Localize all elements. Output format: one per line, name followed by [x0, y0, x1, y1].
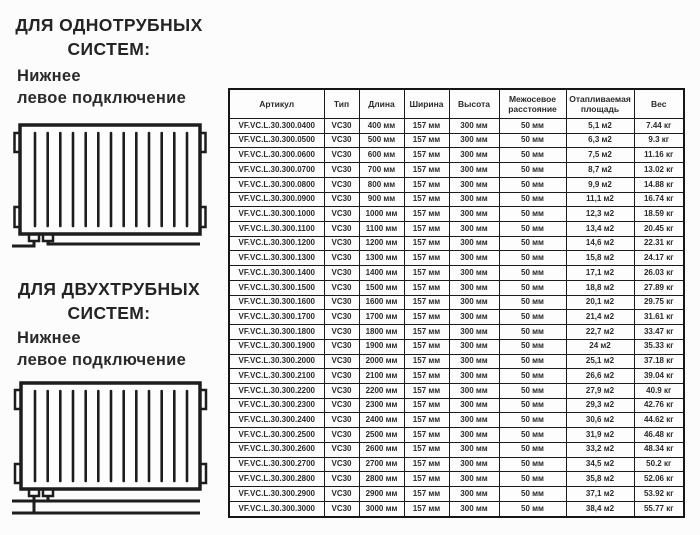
table-cell: 2800 мм: [359, 472, 404, 487]
table-row: [229, 310, 684, 325]
table-cell: 157 мм: [404, 442, 449, 457]
table-cell: 34,5 м2: [566, 457, 634, 472]
table-cell: 22,7 м2: [566, 325, 634, 340]
subtitle-line2: левое подключение: [17, 88, 187, 107]
table-cell: VC30: [324, 192, 359, 207]
table-cell: 157 мм: [404, 383, 449, 398]
table-cell: 15,8 м2: [566, 251, 634, 266]
table-cell: 50 мм: [499, 457, 566, 472]
table-cell: VF.VC.L.30.300.2200: [229, 383, 324, 398]
table-cell: 50 мм: [499, 236, 566, 251]
table-cell: VF.VC.L.30.300.0400: [229, 119, 324, 134]
table-cell: VC30: [324, 339, 359, 354]
table-cell: 2200 мм: [359, 383, 404, 398]
table-row: [229, 354, 684, 369]
table-cell: 157 мм: [404, 369, 449, 384]
table-cell: 400 мм: [359, 119, 404, 134]
table-cell: 52.06 кг: [634, 472, 684, 487]
table-cell: VF.VC.L.30.300.0500: [229, 133, 324, 148]
table-cell: VC30: [324, 369, 359, 384]
table-cell: 157 мм: [404, 457, 449, 472]
table-cell: 300 мм: [449, 501, 499, 517]
table-row: [229, 325, 684, 340]
table-cell: 300 мм: [449, 442, 499, 457]
table-cell: 50 мм: [499, 222, 566, 237]
table-cell: 300 мм: [449, 354, 499, 369]
table-cell: 157 мм: [404, 207, 449, 222]
table-cell: VC30: [324, 398, 359, 413]
table-cell: 25,1 м2: [566, 354, 634, 369]
spec-table: [228, 88, 685, 518]
column-header: Длина: [359, 89, 404, 119]
table-cell: 5,1 м2: [566, 119, 634, 134]
table-cell: VC30: [324, 177, 359, 192]
table-row: [229, 280, 684, 295]
table-cell: 1700 мм: [359, 310, 404, 325]
table-cell: 2900 мм: [359, 486, 404, 501]
table-cell: VF.VC.L.30.300.0800: [229, 177, 324, 192]
table-row: [229, 148, 684, 163]
table-cell: VF.VC.L.30.300.1600: [229, 295, 324, 310]
table-cell: 300 мм: [449, 428, 499, 443]
column-header: Артикул: [229, 89, 324, 119]
table-cell: VC30: [324, 295, 359, 310]
table-cell: VC30: [324, 310, 359, 325]
table-cell: 50 мм: [499, 354, 566, 369]
table-cell: 157 мм: [404, 486, 449, 501]
table-cell: 157 мм: [404, 310, 449, 325]
table-cell: 11,1 м2: [566, 192, 634, 207]
table-row: [229, 383, 684, 398]
table-cell: VC30: [324, 280, 359, 295]
table-cell: 26.03 кг: [634, 266, 684, 281]
table-cell: 1100 мм: [359, 222, 404, 237]
table-cell: 300 мм: [449, 207, 499, 222]
table-cell: 40.9 кг: [634, 383, 684, 398]
table-cell: VF.VC.L.30.300.0700: [229, 163, 324, 178]
table-cell: 50 мм: [499, 486, 566, 501]
section-title-line1: ДЛЯ ДВУХТРУБНЫХ: [17, 279, 201, 299]
table-cell: 22.31 кг: [634, 236, 684, 251]
table-cell: 29.75 кг: [634, 295, 684, 310]
table-cell: 50 мм: [499, 442, 566, 457]
table-cell: 50 мм: [499, 148, 566, 163]
table-cell: 44.62 кг: [634, 413, 684, 428]
table-cell: 26,6 м2: [566, 369, 634, 384]
column-header: Межосевое расстояние: [499, 89, 566, 119]
table-cell: 24 м2: [566, 339, 634, 354]
table-row: [229, 295, 684, 310]
table-cell: VF.VC.L.30.300.0900: [229, 192, 324, 207]
table-cell: 300 мм: [449, 236, 499, 251]
table-cell: VF.VC.L.30.300.1400: [229, 266, 324, 281]
table-cell: VF.VC.L.30.300.1500: [229, 280, 324, 295]
table-cell: 48.34 кг: [634, 442, 684, 457]
table-cell: 37.18 кг: [634, 354, 684, 369]
table-cell: 600 мм: [359, 148, 404, 163]
table-cell: 1400 мм: [359, 266, 404, 281]
table-cell: 50 мм: [499, 207, 566, 222]
table-cell: 38,4 м2: [566, 501, 634, 517]
table-cell: VC30: [324, 325, 359, 340]
table-row: [229, 266, 684, 281]
table-cell: VF.VC.L.30.300.3000: [229, 501, 324, 517]
table-cell: 11.16 кг: [634, 148, 684, 163]
table-cell: 2400 мм: [359, 413, 404, 428]
table-cell: VF.VC.L.30.300.2700: [229, 457, 324, 472]
table-cell: 157 мм: [404, 266, 449, 281]
table-cell: 300 мм: [449, 148, 499, 163]
table-cell: 30,6 м2: [566, 413, 634, 428]
table-cell: 50 мм: [499, 295, 566, 310]
table-cell: 300 мм: [449, 310, 499, 325]
section-title-two-pipe: [0, 277, 218, 325]
table-cell: 16.74 кг: [634, 192, 684, 207]
table-cell: 33,2 м2: [566, 442, 634, 457]
table-cell: 50 мм: [499, 251, 566, 266]
table-cell: 157 мм: [404, 325, 449, 340]
table-row: [229, 501, 684, 517]
table-cell: 300 мм: [449, 280, 499, 295]
table-cell: 17,1 м2: [566, 266, 634, 281]
table-cell: VC30: [324, 428, 359, 443]
table-cell: 300 мм: [449, 457, 499, 472]
table-cell: VC30: [324, 251, 359, 266]
table-cell: 50 мм: [499, 280, 566, 295]
table-cell: VF.VC.L.30.300.1300: [229, 251, 324, 266]
table-cell: 50 мм: [499, 266, 566, 281]
table-cell: 300 мм: [449, 339, 499, 354]
table-cell: 20.45 кг: [634, 222, 684, 237]
table-cell: 157 мм: [404, 222, 449, 237]
table-cell: 50 мм: [499, 428, 566, 443]
table-cell: 3000 мм: [359, 501, 404, 517]
table-cell: 29,3 м2: [566, 398, 634, 413]
table-cell: VC30: [324, 222, 359, 237]
table-cell: 157 мм: [404, 119, 449, 134]
table-row: [229, 442, 684, 457]
table-cell: VF.VC.L.30.300.2900: [229, 486, 324, 501]
table-cell: 27,9 м2: [566, 383, 634, 398]
table-cell: 50.2 кг: [634, 457, 684, 472]
table-cell: 20,1 м2: [566, 295, 634, 310]
table-cell: VC30: [324, 133, 359, 148]
table-cell: 300 мм: [449, 413, 499, 428]
table-cell: 1000 мм: [359, 207, 404, 222]
table-row: [229, 413, 684, 428]
table-cell: 300 мм: [449, 133, 499, 148]
table-cell: 2500 мм: [359, 428, 404, 443]
subtitle-line1: Нижнее: [17, 67, 81, 85]
table-row: [229, 339, 684, 354]
table-cell: 13,4 м2: [566, 222, 634, 237]
table-cell: 300 мм: [449, 163, 499, 178]
table-cell: 1800 мм: [359, 325, 404, 340]
table-cell: VC30: [324, 383, 359, 398]
table-cell: 157 мм: [404, 501, 449, 517]
table-cell: 50 мм: [499, 119, 566, 134]
table-row: [229, 133, 684, 148]
table-cell: 1600 мм: [359, 295, 404, 310]
table-row: [229, 163, 684, 178]
table-cell: 157 мм: [404, 177, 449, 192]
table-cell: 1900 мм: [359, 339, 404, 354]
table-cell: 1300 мм: [359, 251, 404, 266]
column-header: Тип: [324, 89, 359, 119]
table-cell: VF.VC.L.30.300.1000: [229, 207, 324, 222]
subtitle-line1: Нижнее: [17, 329, 81, 347]
table-cell: 300 мм: [449, 486, 499, 501]
table-cell: 500 мм: [359, 133, 404, 148]
table-cell: VC30: [324, 413, 359, 428]
table-cell: 6,3 м2: [566, 133, 634, 148]
section-subtitle-two-pipe: [17, 328, 217, 371]
table-row: [229, 472, 684, 487]
table-cell: 37,1 м2: [566, 486, 634, 501]
table-cell: 157 мм: [404, 280, 449, 295]
table-cell: 700 мм: [359, 163, 404, 178]
table-cell: 50 мм: [499, 310, 566, 325]
table-cell: VC30: [324, 148, 359, 163]
column-header: Отапливаемая площадь: [566, 89, 634, 119]
table-cell: VF.VC.L.30.300.2300: [229, 398, 324, 413]
table-cell: 1200 мм: [359, 236, 404, 251]
table-cell: 9,9 м2: [566, 177, 634, 192]
table-cell: 42.76 кг: [634, 398, 684, 413]
table-cell: 300 мм: [449, 472, 499, 487]
table-row: [229, 192, 684, 207]
table-cell: 300 мм: [449, 222, 499, 237]
table-cell: 50 мм: [499, 501, 566, 517]
table-cell: 2100 мм: [359, 369, 404, 384]
table-cell: 33.47 кг: [634, 325, 684, 340]
section-title-line1: ДЛЯ ОДНОТРУБНЫХ: [15, 15, 203, 35]
radiator-two-pipe-icon: [0, 378, 215, 520]
table-cell: 31.61 кг: [634, 310, 684, 325]
table-cell: 50 мм: [499, 339, 566, 354]
table-cell: VF.VC.L.30.300.2400: [229, 413, 324, 428]
table-cell: 12,3 м2: [566, 207, 634, 222]
table-cell: 900 мм: [359, 192, 404, 207]
table-cell: 157 мм: [404, 163, 449, 178]
column-header: Высота: [449, 89, 499, 119]
column-header: Ширина: [404, 89, 449, 119]
table-cell: 1500 мм: [359, 280, 404, 295]
table-cell: 2000 мм: [359, 354, 404, 369]
table-cell: 157 мм: [404, 339, 449, 354]
table-cell: 300 мм: [449, 325, 499, 340]
table-cell: 2700 мм: [359, 457, 404, 472]
table-cell: VF.VC.L.30.300.2800: [229, 472, 324, 487]
table-cell: VF.VC.L.30.300.1200: [229, 236, 324, 251]
section-title-line2: СИСТЕМ:: [67, 39, 151, 59]
column-header: Вес: [634, 89, 684, 119]
table-cell: 14.88 кг: [634, 177, 684, 192]
section-title-single-pipe: [0, 13, 218, 61]
table-cell: 50 мм: [499, 325, 566, 340]
table-cell: VF.VC.L.30.300.1800: [229, 325, 324, 340]
table-cell: 800 мм: [359, 177, 404, 192]
table-cell: 50 мм: [499, 192, 566, 207]
table-row: [229, 222, 684, 237]
table-cell: 31,9 м2: [566, 428, 634, 443]
table-cell: 18.59 кг: [634, 207, 684, 222]
table-cell: 157 мм: [404, 133, 449, 148]
table-cell: 300 мм: [449, 369, 499, 384]
radiator-single-pipe-icon: [0, 116, 215, 254]
table-cell: 7,5 м2: [566, 148, 634, 163]
table-cell: 24.17 кг: [634, 251, 684, 266]
table-cell: VF.VC.L.30.300.1100: [229, 222, 324, 237]
table-cell: 300 мм: [449, 177, 499, 192]
table-cell: 157 мм: [404, 192, 449, 207]
table-cell: 18,8 м2: [566, 280, 634, 295]
table-cell: 50 мм: [499, 369, 566, 384]
table-cell: VF.VC.L.30.300.0600: [229, 148, 324, 163]
table-row: [229, 428, 684, 443]
table-cell: 300 мм: [449, 398, 499, 413]
table-cell: VC30: [324, 119, 359, 134]
table-cell: 8,7 м2: [566, 163, 634, 178]
table-cell: 157 мм: [404, 251, 449, 266]
table-cell: 13.02 кг: [634, 163, 684, 178]
table-cell: 50 мм: [499, 383, 566, 398]
table-cell: 300 мм: [449, 251, 499, 266]
table-cell: VC30: [324, 354, 359, 369]
table-cell: 39.04 кг: [634, 369, 684, 384]
table-cell: VF.VC.L.30.300.2100: [229, 369, 324, 384]
table-cell: 300 мм: [449, 383, 499, 398]
table-cell: 50 мм: [499, 398, 566, 413]
table-cell: 35,8 м2: [566, 472, 634, 487]
table-cell: VC30: [324, 486, 359, 501]
table-cell: VC30: [324, 266, 359, 281]
table-cell: 7.44 кг: [634, 119, 684, 134]
table-cell: 53.92 кг: [634, 486, 684, 501]
table-cell: VF.VC.L.30.300.2600: [229, 442, 324, 457]
table-cell: 157 мм: [404, 413, 449, 428]
table-cell: 21,4 м2: [566, 310, 634, 325]
table-cell: VC30: [324, 207, 359, 222]
table-cell: VC30: [324, 472, 359, 487]
table-cell: VF.VC.L.30.300.2000: [229, 354, 324, 369]
spec-table-body: [229, 119, 684, 518]
table-row: [229, 119, 684, 134]
table-row: [229, 457, 684, 472]
radiator-single-pipe-diagram: [0, 116, 215, 254]
table-cell: VF.VC.L.30.300.1900: [229, 339, 324, 354]
table-row: [229, 236, 684, 251]
table-cell: 157 мм: [404, 295, 449, 310]
table-cell: 9.3 кг: [634, 133, 684, 148]
table-cell: 157 мм: [404, 398, 449, 413]
table-cell: 14,6 м2: [566, 236, 634, 251]
section-subtitle-single-pipe: [17, 66, 217, 109]
table-cell: 157 мм: [404, 428, 449, 443]
table-cell: VC30: [324, 457, 359, 472]
table-cell: 2300 мм: [359, 398, 404, 413]
radiator-two-pipe-diagram: [0, 378, 215, 520]
subtitle-line2: левое подключение: [17, 350, 187, 369]
header-row: [229, 89, 684, 119]
table-row: [229, 177, 684, 192]
table-cell: VC30: [324, 236, 359, 251]
table-row: [229, 251, 684, 266]
table-cell: VF.VC.L.30.300.1700: [229, 310, 324, 325]
table-cell: 300 мм: [449, 119, 499, 134]
table-cell: VC30: [324, 501, 359, 517]
table-cell: 157 мм: [404, 354, 449, 369]
table-cell: VC30: [324, 442, 359, 457]
table-cell: 50 мм: [499, 163, 566, 178]
table-cell: 300 мм: [449, 192, 499, 207]
table-cell: 157 мм: [404, 148, 449, 163]
table-cell: VC30: [324, 163, 359, 178]
table-cell: 50 мм: [499, 133, 566, 148]
table-cell: 35.33 кг: [634, 339, 684, 354]
table-cell: 300 мм: [449, 266, 499, 281]
table-row: [229, 486, 684, 501]
table-cell: VF.VC.L.30.300.2500: [229, 428, 324, 443]
table-cell: 50 мм: [499, 177, 566, 192]
left-panel: [0, 0, 228, 535]
table-cell: 157 мм: [404, 472, 449, 487]
table-row: [229, 369, 684, 384]
table-cell: 2600 мм: [359, 442, 404, 457]
table-cell: 300 мм: [449, 295, 499, 310]
table-cell: 50 мм: [499, 413, 566, 428]
table-cell: 157 мм: [404, 236, 449, 251]
section-title-line2: СИСТЕМ:: [67, 303, 151, 323]
table-cell: 46.48 кг: [634, 428, 684, 443]
table-cell: 55.77 кг: [634, 501, 684, 517]
table-cell: 50 мм: [499, 472, 566, 487]
table-row: [229, 398, 684, 413]
table-row: [229, 207, 684, 222]
table-cell: 27.89 кг: [634, 280, 684, 295]
